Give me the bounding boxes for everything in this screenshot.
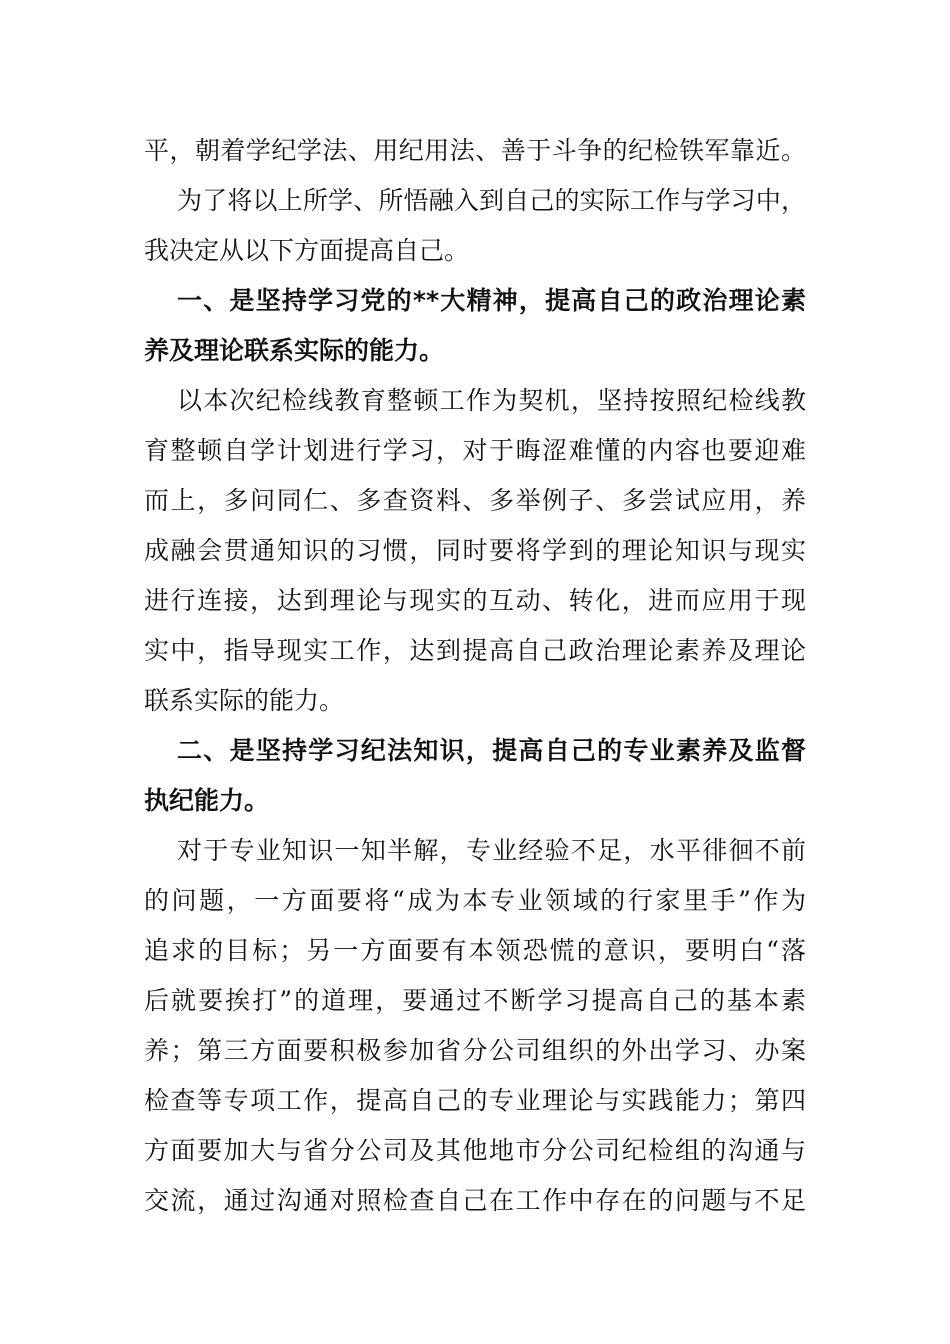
text-line: 联系实际的能力。 (144, 686, 345, 715)
text-line: 为了将以上所学、所悟融入到自己的实际工作与学习中， (177, 186, 806, 215)
text-line: 的问题，一方面要将“成为本专业领域的行家里手”作为 (144, 886, 806, 915)
text-line: 平，朝着学纪学法、用纪用法、善于斗争的纪检铁军靠近。 (144, 136, 806, 165)
text-line: 成融会贯通知识的习惯，同时要将学到的理论知识与现实 (144, 536, 806, 565)
text-line: 方面要加大与省分公司及其他地市分公司纪检组的沟通与 (144, 1136, 806, 1165)
text-line: 追求的目标；另一方面要有本领恐慌的意识，要明白“落 (144, 936, 806, 965)
text-line: 对于专业知识一知半解，专业经验不足，水平徘徊不前 (177, 836, 806, 865)
section-heading-2: 二、是坚持学习纪法知识，提高自己的专业素养及监督 (177, 736, 806, 765)
text-line: 后就要挨打”的道理，要通过不断学习提高自己的基本素 (144, 986, 806, 1015)
section-heading-1: 一、是坚持学习党的**大精神，提高自己的政治理论素 (177, 286, 806, 315)
text-line: 检查等专项工作，提高自己的专业理论与实践能力；第四 (144, 1086, 806, 1115)
text-line: 以本次纪检线教育整顿工作为契机，坚持按照纪检线教 (177, 386, 806, 415)
section-heading-2-cont: 执纪能力。 (144, 786, 270, 815)
text-line: 实中，指导现实工作，达到提高自己政治理论素养及理论 (144, 636, 806, 665)
section-heading-1-cont: 养及理论联系实际的能力。 (144, 336, 445, 365)
text-line: 我决定从以下方面提高自己。 (144, 236, 470, 265)
text-line: 育整顿自学计划进行学习，对于晦涩难懂的内容也要迎难 (144, 436, 806, 465)
text-line: 进行连接，达到理论与现实的互动、转化，进而应用于现 (144, 586, 806, 615)
text-line: 而上，多问同仁、多查资料、多举例子、多尝试应用，养 (144, 486, 806, 515)
text-line: 养；第三方面要积极参加省分公司组织的外出学习、办案 (144, 1036, 806, 1065)
text-line: 交流，通过沟通对照检查自己在工作中存在的问题与不足 (144, 1186, 806, 1215)
